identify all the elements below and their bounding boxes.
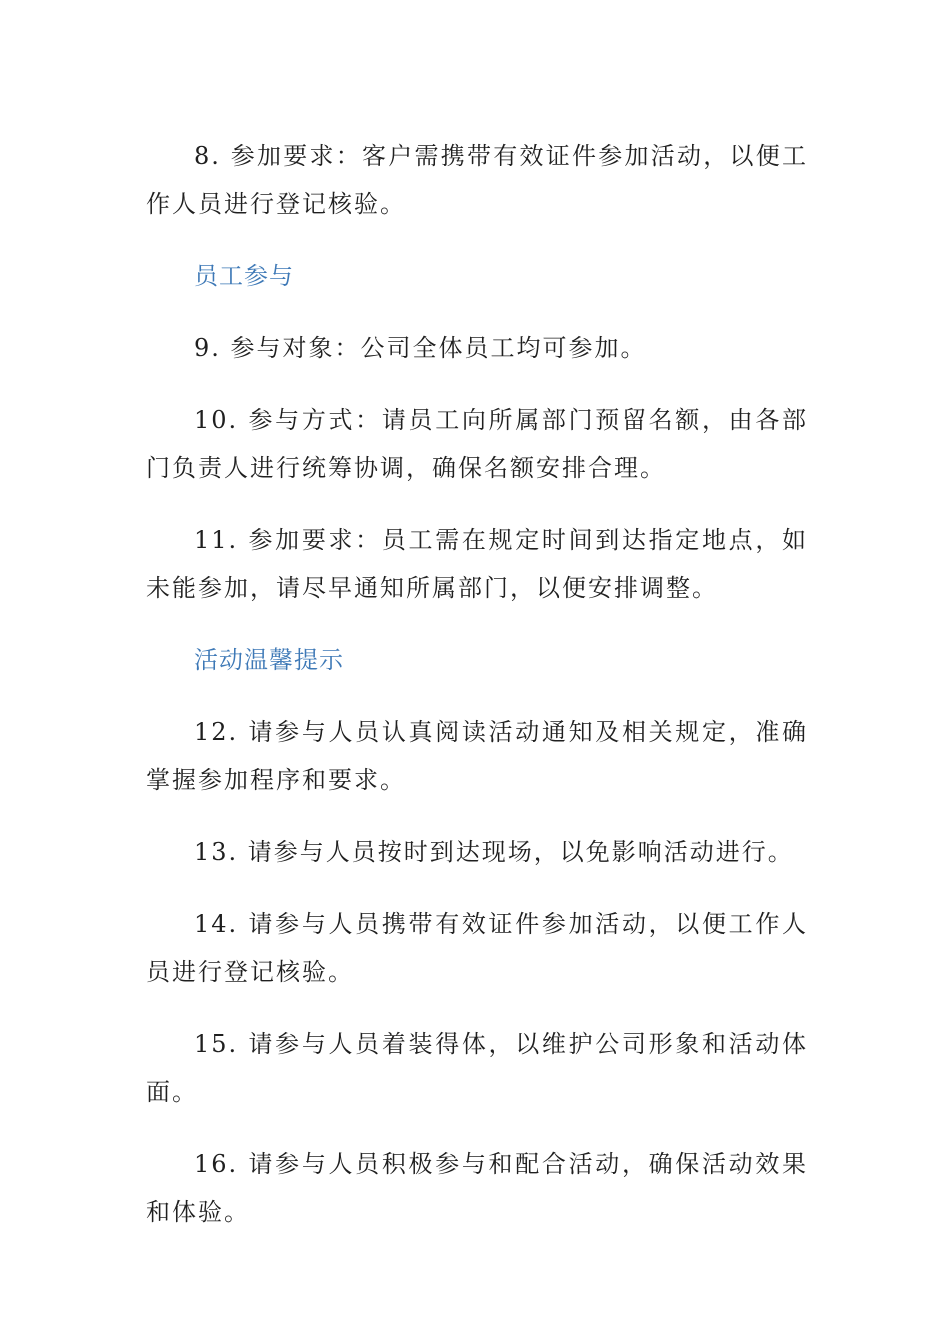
paragraph-item-11: 11. 参加要求：员工需在规定时间到达指定地点，如未能参加，请尽早通知所属部门，以便安排调整。	[146, 526, 808, 602]
section-heading-employee-participation: 员工参与	[194, 262, 294, 290]
paragraph-item-8: 8. 参加要求：客户需携带有效证件参加活动，以便工作人员进行登记核验。	[146, 142, 808, 218]
paragraph-item-13: 13. 请参与人员按时到达现场，以免影响活动进行。	[194, 838, 794, 866]
paragraph-item-14: 14. 请参与人员携带有效证件参加活动，以便工作人员进行登记核验。	[146, 910, 808, 986]
paragraph-item-15: 15. 请参与人员着装得体，以维护公司形象和活动体面。	[146, 1030, 808, 1106]
paragraph-item-9: 9. 参与对象：公司全体员工均可参加。	[194, 334, 647, 362]
paragraph-item-10: 10. 参与方式：请员工向所属部门预留名额，由各部门负责人进行统筹协调，确保名额安排合理。	[146, 406, 808, 482]
section-heading-event-tips: 活动温馨提示	[194, 646, 344, 674]
document-body	[146, 132, 808, 1236]
paragraph-item-16: 16. 请参与人员积极参与和配合活动，确保活动效果和体验。	[146, 1150, 808, 1226]
paragraph-item-12: 12. 请参与人员认真阅读活动通知及相关规定，准确掌握参加程序和要求。	[146, 718, 808, 794]
